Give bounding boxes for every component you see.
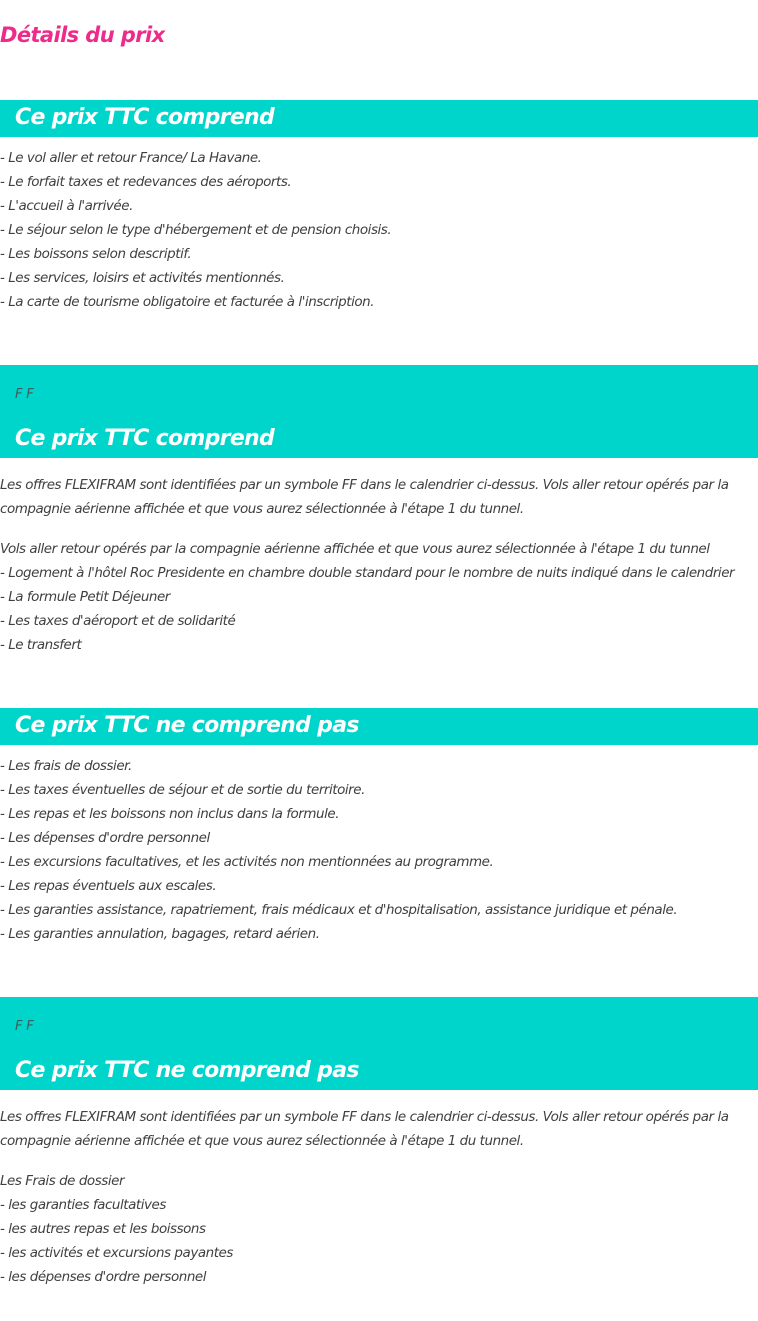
list-item: - Les repas et les boissons non inclus dans la formule. <box>0 807 340 822</box>
list-item: - les autres repas et les boissons <box>0 1222 206 1237</box>
list-item: - Les garanties annulation, bagages, retard aérien. <box>0 927 320 942</box>
list-item: - Le séjour selon le type d'hébergement et de pension choisis. <box>0 223 392 238</box>
list-item: - Les repas éventuels aux escales. <box>0 879 217 894</box>
page-title: Détails du prix <box>0 23 165 47</box>
intro-line: compagnie aérienne affichée et que vous aurez sélectionnée à l'étape 1 du tunnel. <box>0 502 524 517</box>
section-header-not-included <box>0 708 758 745</box>
section-heading: Ce prix TTC comprend <box>15 105 275 130</box>
list-item: - L'accueil à l'arrivée. <box>0 199 133 214</box>
list-item: - Le vol aller et retour France/ La Havane. <box>0 151 262 166</box>
not-included-list <box>0 755 758 947</box>
list-item: - les dépenses d'ordre personnel <box>0 1270 207 1285</box>
list-item: - Logement à l'hôtel Roc Presidente en chambre double standard pour le nombre de nuits indiqué dans le calendrier <box>0 566 735 581</box>
list-item: - les activités et excursions payantes <box>0 1246 233 1261</box>
list-item: - Le transfert <box>0 638 82 653</box>
intro-line: Les offres FLEXIFRAM sont identifiées par un symbole FF dans le calendrier ci-dessus. Vols aller retour opérés par la <box>0 478 729 493</box>
intro-line: compagnie aérienne affichée et que vous aurez sélectionnée à l'étape 1 du tunnel. <box>0 1134 524 1149</box>
list-item: Vols aller retour opérés par la compagnie aérienne affichée et que vous aurez sélectionnée à l'étape 1 du tunnel <box>0 542 710 557</box>
list-item: - Les frais de dossier. <box>0 759 132 774</box>
list-item: - Les taxes éventuelles de séjour et de sortie du territoire. <box>0 783 365 798</box>
list-item: Les Frais de dossier <box>0 1174 125 1189</box>
section-header-flexifram-not-included <box>0 997 758 1090</box>
list-item: - La formule Petit Déjeuner <box>0 590 170 605</box>
list-item: - Les garanties assistance, rapatriement, frais médicaux et d'hospitalisation, assistance juridique et pénale. <box>0 903 678 918</box>
list-item: - Les services, loisirs et activités mentionnés. <box>0 271 285 286</box>
flexifram-badge: F F <box>15 1019 34 1034</box>
section-header-flexifram-included <box>0 365 758 458</box>
included-list <box>0 147 758 315</box>
flexifram-not-included-text <box>0 1106 758 1290</box>
section-heading: Ce prix TTC ne comprend pas <box>15 1058 359 1083</box>
list-item: - Les excursions facultatives, et les activités non mentionnées au programme. <box>0 855 494 870</box>
paragraph-gap <box>0 522 758 538</box>
list-item: - Le forfait taxes et redevances des aéroports. <box>0 175 292 190</box>
section-heading: Ce prix TTC comprend <box>15 426 275 451</box>
list-item: - La carte de tourisme obligatoire et facturée à l'inscription. <box>0 295 375 310</box>
list-item: - Les taxes d'aéroport et de solidarité <box>0 614 236 629</box>
paragraph-gap <box>0 1154 758 1170</box>
intro-line: Les offres FLEXIFRAM sont identifiées par un symbole FF dans le calendrier ci-dessus. Vols aller retour opérés par la <box>0 1110 729 1125</box>
list-item: - Les dépenses d'ordre personnel <box>0 831 210 846</box>
flexifram-included-text <box>0 474 758 658</box>
list-item: - les garanties facultatives <box>0 1198 166 1213</box>
list-item: - Les boissons selon descriptif. <box>0 247 192 262</box>
section-header-included <box>0 100 758 137</box>
flexifram-badge: F F <box>15 387 34 402</box>
section-heading: Ce prix TTC ne comprend pas <box>15 713 359 738</box>
